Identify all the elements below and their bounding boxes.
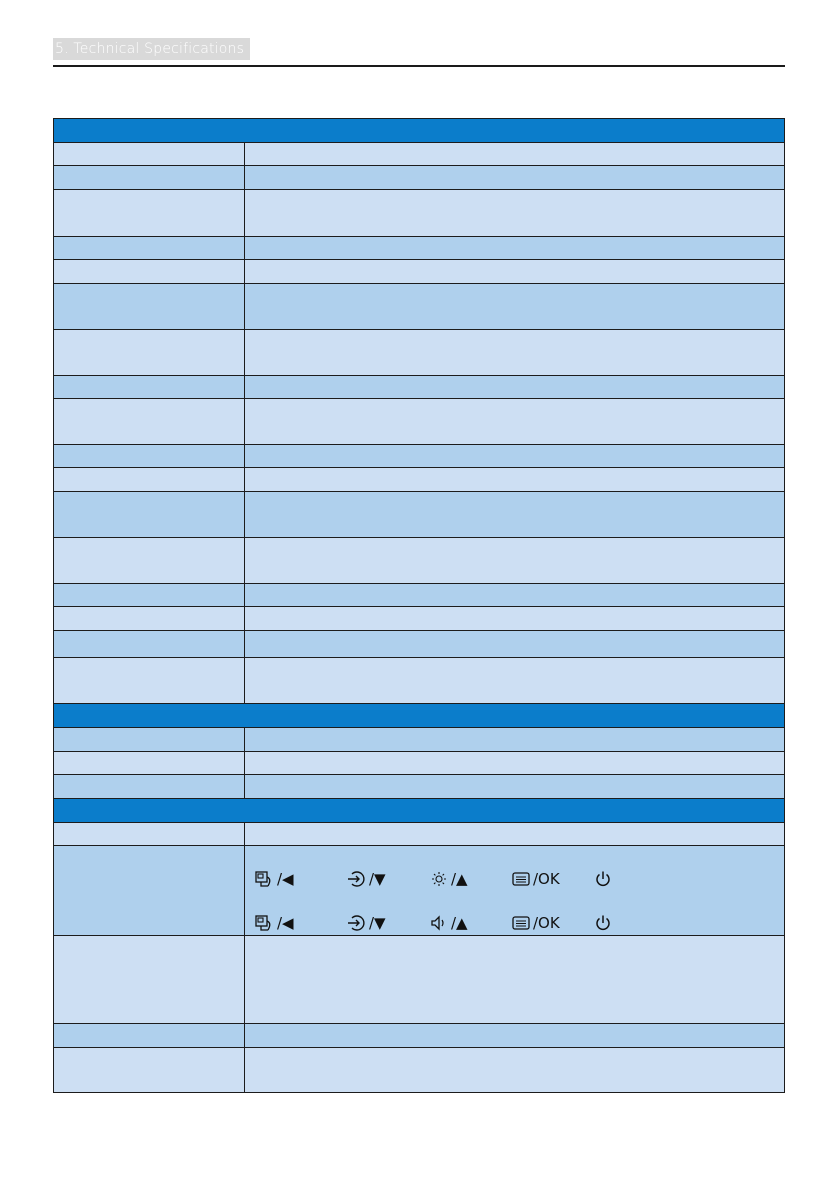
table-row <box>54 143 785 166</box>
control-label: /◀ <box>277 870 294 888</box>
controls-row-volume <box>255 912 613 934</box>
monitor-pip-icon <box>255 870 275 888</box>
table-row <box>54 330 785 376</box>
table-row <box>54 846 785 936</box>
control-left <box>255 914 347 932</box>
control-menu-ok <box>511 870 593 888</box>
control-left <box>255 870 347 888</box>
table-row <box>54 775 785 799</box>
control-up <box>429 870 511 888</box>
volume-icon <box>429 914 449 932</box>
table-row <box>54 260 785 284</box>
table-row <box>54 584 785 607</box>
input-select-icon <box>347 914 367 932</box>
table-row <box>54 166 785 190</box>
group-header-row <box>54 704 785 728</box>
table-row <box>54 1048 785 1093</box>
controls-row-brightness <box>255 868 613 890</box>
table-row <box>54 538 785 584</box>
specifications-table <box>53 118 785 1093</box>
control-label: /◀ <box>277 914 294 932</box>
table-row <box>54 284 785 330</box>
control-label: /▲ <box>451 870 468 888</box>
group-header-row <box>54 799 785 823</box>
front-controls-cell <box>245 846 785 936</box>
power-icon <box>593 870 613 888</box>
menu-icon <box>511 914 531 932</box>
control-power <box>593 914 613 932</box>
control-label: /▲ <box>451 914 468 932</box>
section-header: 5. Technical Specifications <box>53 38 250 60</box>
control-label: /▼ <box>369 870 386 888</box>
control-up <box>429 914 511 932</box>
table-row <box>54 237 785 260</box>
header-divider <box>53 65 785 67</box>
table-row <box>54 728 785 752</box>
table-row <box>54 823 785 846</box>
brightness-icon <box>429 870 449 888</box>
table-row <box>54 399 785 445</box>
table-row <box>54 468 785 492</box>
table-row <box>54 376 785 399</box>
table-row <box>54 492 785 538</box>
table-row <box>54 936 785 1024</box>
menu-icon <box>511 870 531 888</box>
table-row <box>54 607 785 631</box>
input-select-icon <box>347 870 367 888</box>
control-label: /OK <box>533 870 560 888</box>
table-row <box>54 190 785 237</box>
control-down <box>347 870 429 888</box>
control-label: /OK <box>533 914 560 932</box>
group-header-row <box>54 119 785 143</box>
table-row <box>54 1024 785 1048</box>
table-row <box>54 658 785 704</box>
control-down <box>347 914 429 932</box>
table-row <box>54 752 785 775</box>
control-label: /▼ <box>369 914 386 932</box>
power-icon <box>593 914 613 932</box>
table-row <box>54 445 785 468</box>
control-menu-ok <box>511 914 593 932</box>
monitor-pip-icon <box>255 914 275 932</box>
table-row <box>54 631 785 658</box>
control-power <box>593 870 613 888</box>
